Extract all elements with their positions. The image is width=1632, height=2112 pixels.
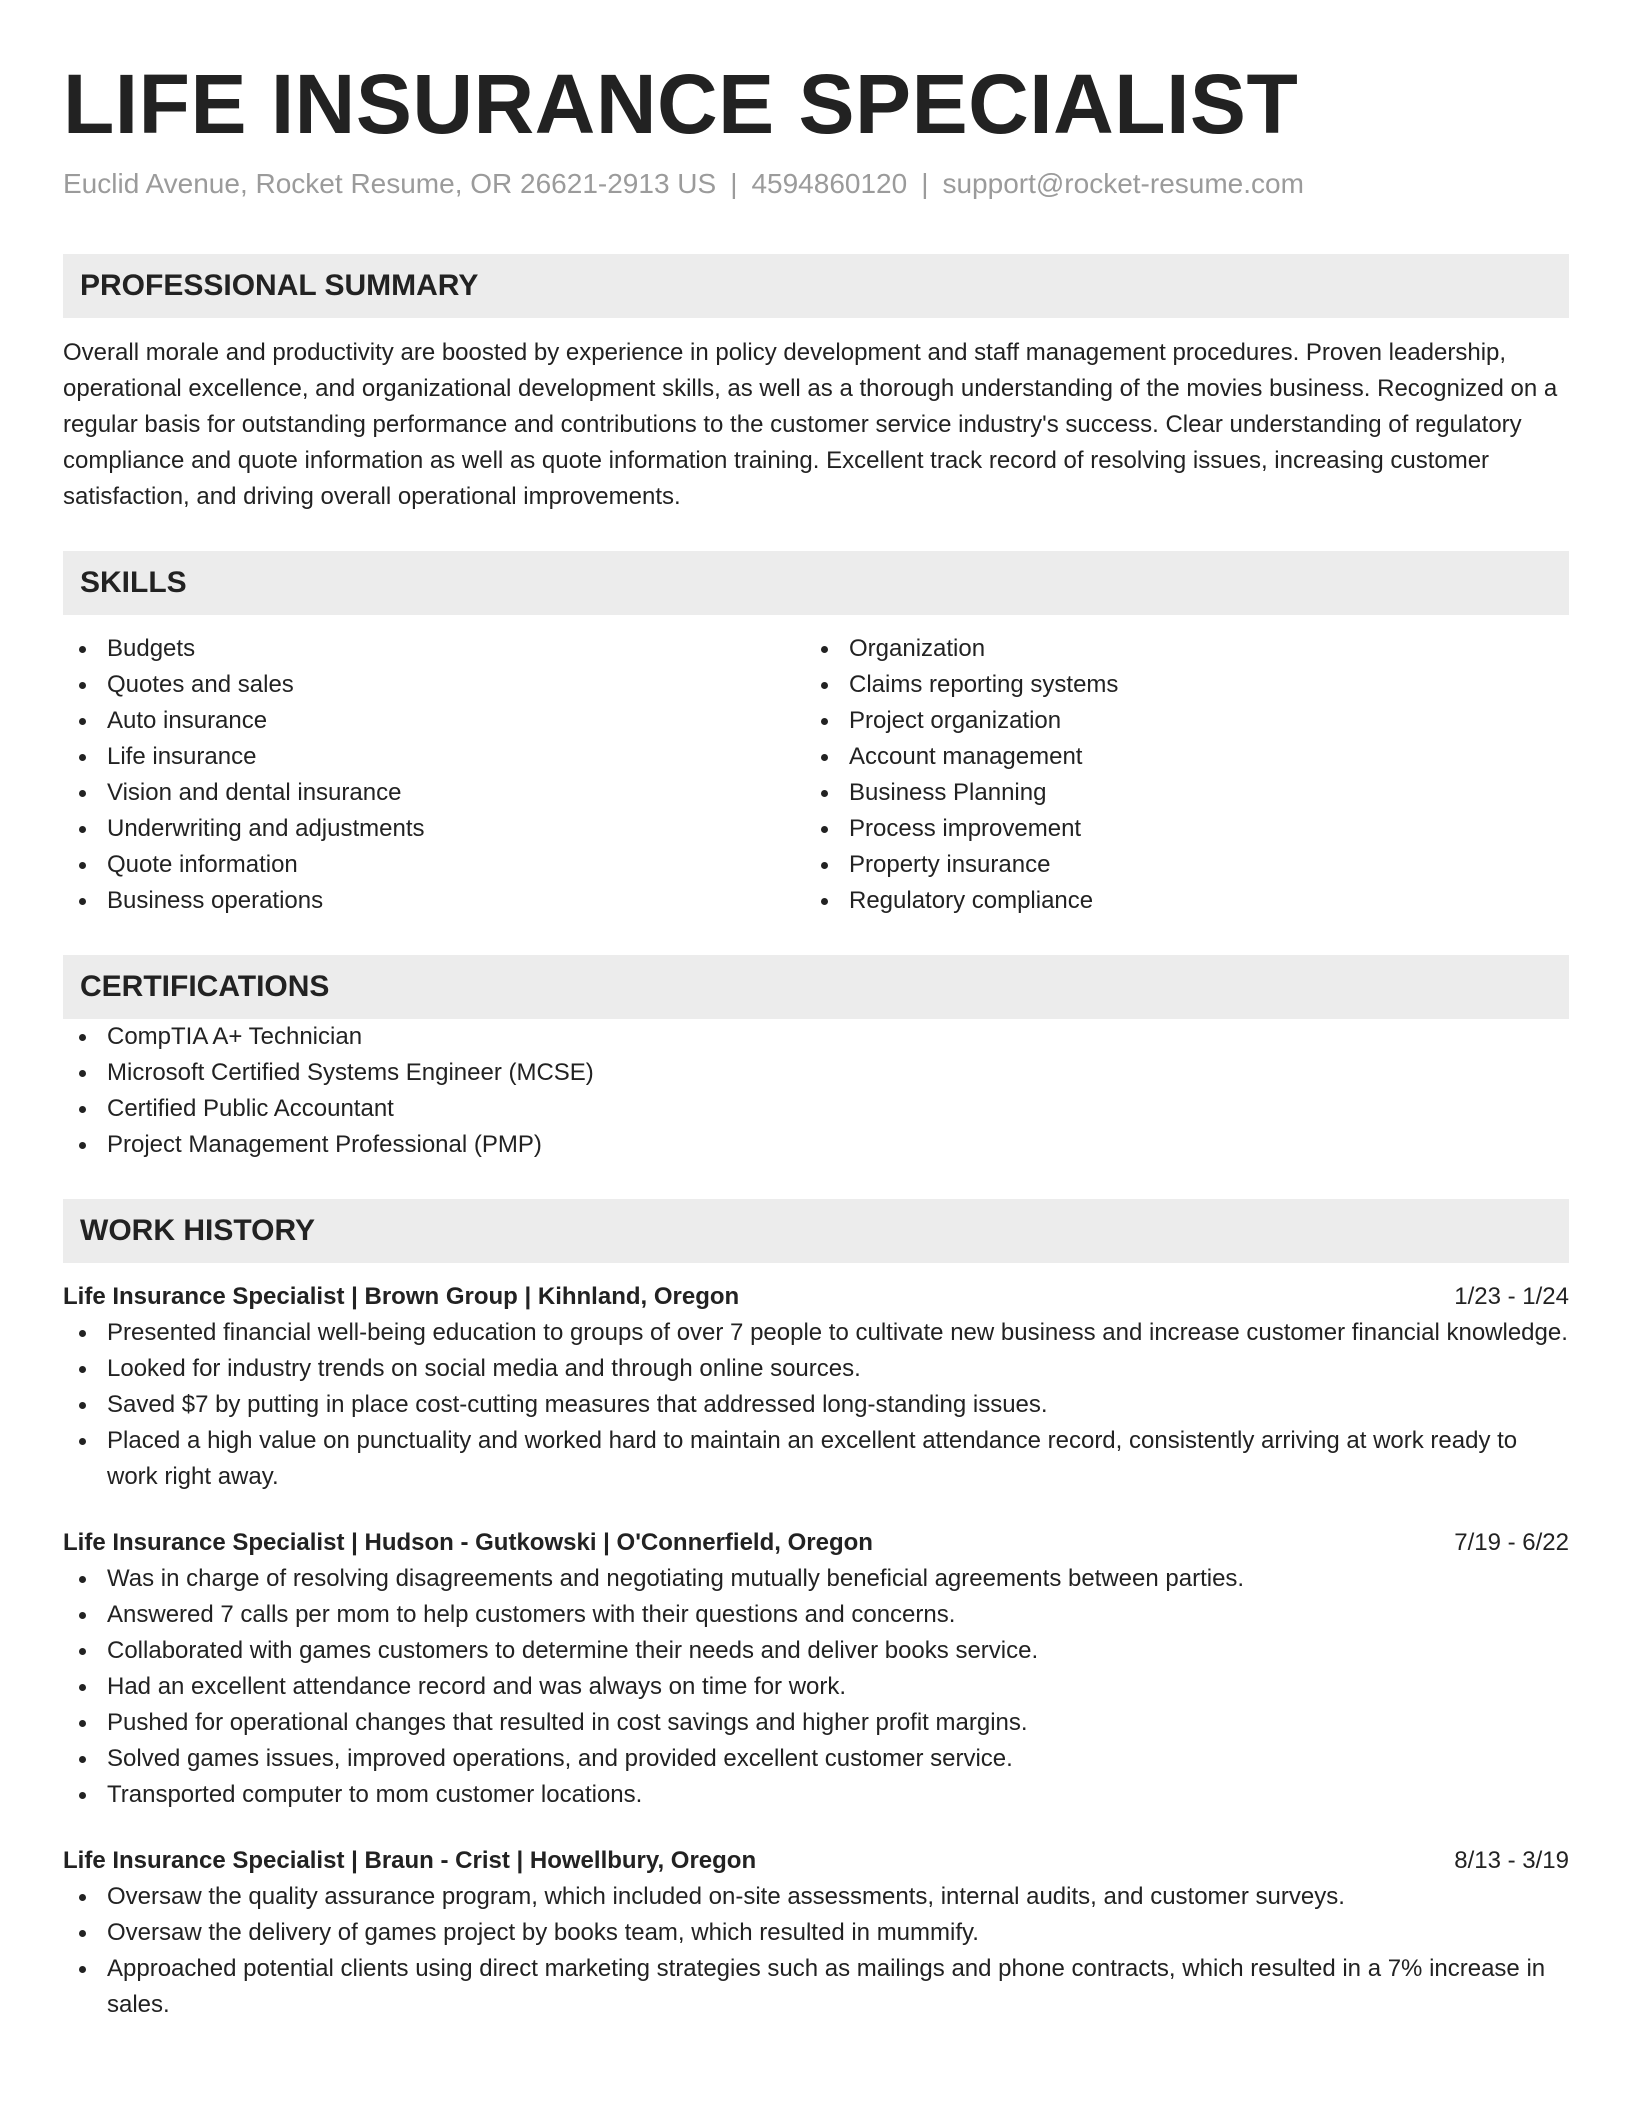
contact-line — [63, 166, 1569, 202]
job-bullet: Oversaw the quality assurance program, which included on-site assessments, internal audits, and customer surveys. — [63, 1879, 1569, 1915]
job-title: Life Insurance Specialist | Braun - Crist | Howellbury, Oregon — [63, 1847, 757, 1874]
job-entry — [63, 1843, 1569, 2023]
skill-item: Project organization — [805, 703, 1547, 739]
contact-separator: | — [730, 168, 738, 199]
skill-item: Business Planning — [805, 775, 1547, 811]
job-bullet: Pushed for operational changes that resulted in cost savings and higher profit margins. — [63, 1705, 1569, 1741]
skill-item: Auto insurance — [63, 703, 805, 739]
skill-item: Life insurance — [63, 739, 805, 775]
certification-item: CompTIA A+ Technician — [63, 1019, 1569, 1055]
skill-item: Property insurance — [805, 847, 1547, 883]
job-bullet: Placed a high value on punctuality and worked hard to maintain an excellent attendance record, consistently arriving at work ready to work right away. — [63, 1423, 1569, 1495]
job-bullets — [63, 1315, 1569, 1495]
skills-column-left — [63, 631, 805, 919]
job-title: Life Insurance Specialist | Hudson - Gutkowski | O'Connerfield, Oregon — [63, 1529, 873, 1556]
contact-email: support@rocket-resume.com — [942, 168, 1304, 199]
job-dates: 8/13 - 3/19 — [1454, 1847, 1569, 1874]
skill-item: Claims reporting systems — [805, 667, 1547, 703]
job-bullet: Collaborated with games customers to determine their needs and deliver books service. — [63, 1633, 1569, 1669]
job-dates: 1/23 - 1/24 — [1454, 1283, 1569, 1310]
certifications-list — [63, 1019, 1569, 1163]
job-bullet: Had an excellent attendance record and was always on time for work. — [63, 1669, 1569, 1705]
skills-list — [63, 631, 1569, 919]
job-bullet: Presented financial well-being education to groups of over 7 people to cultivate new business and increase customer financial knowledge. — [63, 1315, 1569, 1351]
skill-item: Budgets — [63, 631, 805, 667]
skill-item: Organization — [805, 631, 1547, 667]
job-bullet: Answered 7 calls per mom to help customers with their questions and concerns. — [63, 1597, 1569, 1633]
skill-item: Vision and dental insurance — [63, 775, 805, 811]
contact-address: Euclid Avenue, Rocket Resume, OR 26621-2913 US — [63, 168, 717, 199]
job-bullet: Transported computer to mom customer locations. — [63, 1777, 1569, 1813]
candidate-name: LIFE INSURANCE SPECIALIST — [63, 57, 1299, 151]
certifications-heading: CERTIFICATIONS — [63, 955, 1569, 1019]
certification-item: Microsoft Certified Systems Engineer (MCSE) — [63, 1055, 1569, 1091]
job-bullets — [63, 1561, 1569, 1813]
job-bullet: Solved games issues, improved operations, and provided excellent customer service. — [63, 1741, 1569, 1777]
job-bullet: Approached potential clients using direct marketing strategies such as mailings and phone contracts, which resulted in a 7% increase in sales. — [63, 1951, 1569, 2023]
contact-separator: | — [921, 168, 929, 199]
job-bullet: Looked for industry trends on social media and through online sources. — [63, 1351, 1569, 1387]
skill-item: Business operations — [63, 883, 805, 919]
skill-item: Quote information — [63, 847, 805, 883]
contact-phone: 4594860120 — [751, 168, 908, 199]
summary-text: Overall morale and productivity are boosted by experience in policy development and staff management procedures. Proven leadership, operational excellence, and organizational development skills, as well as a thorough understanding of the movies business. Recognized on a regular basis for outstanding performance and contributions to the customer service industry's success. Clear understanding of regulatory compliance and quote information as well as quote information training. Excellent track record of resolving issues, increasing customer satisfaction, and driving overall operational improvements. — [63, 339, 1558, 510]
job-header — [63, 1843, 1569, 1879]
skill-item: Process improvement — [805, 811, 1547, 847]
job-bullet: Was in charge of resolving disagreements and negotiating mutually beneficial agreements between parties. — [63, 1561, 1569, 1597]
job-bullet: Saved $7 by putting in place cost-cutting measures that addressed long-standing issues. — [63, 1387, 1569, 1423]
skill-item: Quotes and sales — [63, 667, 805, 703]
job-header — [63, 1525, 1569, 1561]
job-dates: 7/19 - 6/22 — [1454, 1529, 1569, 1556]
skill-item: Regulatory compliance — [805, 883, 1547, 919]
certification-item: Certified Public Accountant — [63, 1091, 1569, 1127]
work-history-heading: WORK HISTORY — [63, 1199, 1569, 1263]
skill-item: Underwriting and adjustments — [63, 811, 805, 847]
skills-column-right — [805, 631, 1547, 919]
job-title: Life Insurance Specialist | Brown Group | Kihnland, Oregon — [63, 1283, 740, 1310]
job-bullet: Oversaw the delivery of games project by books team, which resulted in mummify. — [63, 1915, 1569, 1951]
summary-heading: PROFESSIONAL SUMMARY — [63, 254, 1569, 318]
job-header — [63, 1279, 1569, 1315]
skill-item: Account management — [805, 739, 1547, 775]
skills-heading: SKILLS — [63, 551, 1569, 615]
job-bullets — [63, 1879, 1569, 2023]
job-entry — [63, 1279, 1569, 1495]
certification-item: Project Management Professional (PMP) — [63, 1127, 1569, 1163]
job-entry — [63, 1525, 1569, 1813]
